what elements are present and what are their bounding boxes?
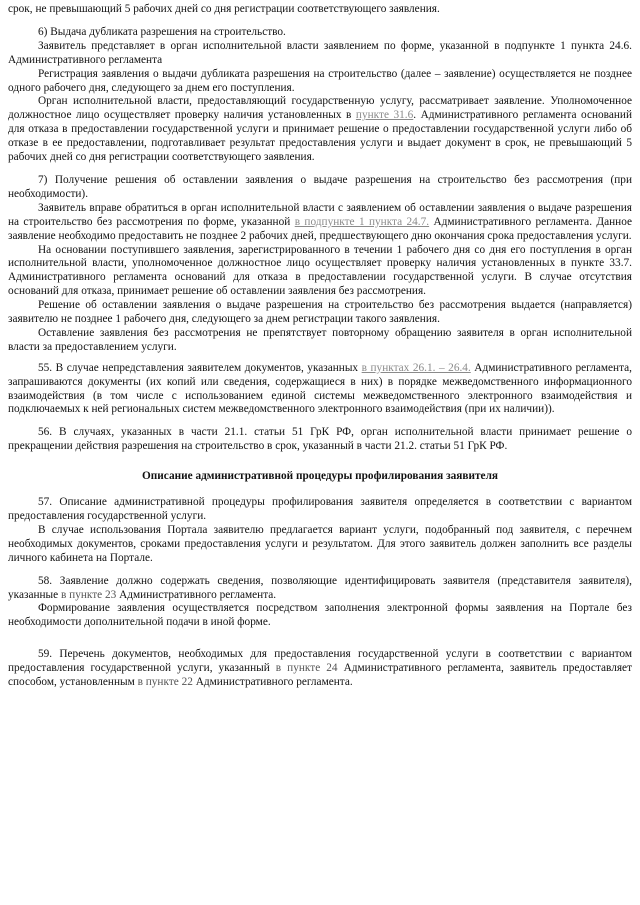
paragraph-text: Орган исполнительной власти, предоставляющий государственную услугу, рассматривает заявление. Уполномоченное должностное лицо осуществляет проверку наличия установленных в [8,95,632,122]
paragraph-text: . Административного регламента оснований для отказа в предоставлении государственной услуги и принимает решение о предоставлении государственной услуги либо об отказе в ее предоставлении, подготавливает результат предоставления услуги и выдает документ в срок, не превышающий 5 рабочих дней со дня регистрации соответствующего заявления. [8,109,633,164]
link-punkt-22[interactable]: в пункте 22 [137,676,193,689]
paragraph-text: Административного регламента, заявитель предоставляет способом, установленным [8,662,632,689]
paragraph-text: 55. В случае непредставления заявителем документов, указанных [38,361,359,374]
paragraph-text: Административного регламента. Данное заявление необходимо предоставить не позднее 2 рабочих дней, предшествующего дню окончания срока предоставления услуги. [8,215,633,242]
paragraph [8,95,632,165]
paragraph: Оставление заявления без рассмотрения не препятствует повторному обращению заявителя в орган исполнительной власти за предоставлением услуги. [8,326,632,353]
paragraph [8,362,632,418]
paragraph [8,202,632,244]
paragraph: Решение об оставлении заявления о выдаче разрешения на строительство без рассмотрения выдается (направляется) заявителю не позднее 1 рабочего дня, следующего за днем регистрации такого заявления. [8,299,632,326]
paragraph-text: 58. Заявление должно содержать сведения, позволяющие идентифицировать заявителя (представителя заявителя), указанные [8,574,632,601]
paragraph-text: Заявитель вправе обратиться в орган исполнительной власти с заявлением об оставлении заявления о выдаче разрешения на строительство без рассмотрения по форме, указанной [8,201,632,228]
paragraph-text: 59. Перечень документов, необходимых для предоставления государственной услуги в соответствии с вариантом предоставления государственной услуги, указанный [8,648,632,675]
section-heading: Описание административной процедуры профилирования заявителя [141,470,499,483]
paragraph: 56. В случаях, указанных в части 21.1. статьи 51 ГрК РФ, орган исполнительной власти принимает решение о прекращении действия разрешения на строительство в срок, указанный в части 21.2. статьи 51 ГрК РФ. [8,426,632,453]
paragraph-text: Административного регламента. [116,588,277,601]
link-punkt-24[interactable]: в пункте 24 [275,662,338,675]
paragraph: Заявитель представляет в орган исполнительной власти заявлением по форме, указанной в подпункте 1 пункта 24.6. Административного регламента [8,39,632,66]
paragraph-text: Административного регламента. [192,676,353,689]
paragraph: срок, не превышающий 5 рабочих дней со дня регистрации соответствующего заявления. [8,3,440,15]
link-podpunkt-24-7[interactable]: в подпункте 1 пункта 24.7. [294,215,430,228]
paragraph: 57. Описание административной процедуры профилирования заявителя определяется в соответствии с вариантом предоставления государственной услуги. [8,496,632,522]
paragraph [8,575,632,603]
paragraph: Формирование заявления осуществляется посредством заполнения электронной формы заявления на Портале без необходимости дополнительной подачи в иной форме. [8,602,632,629]
link-punkt-31-6[interactable]: пункте 31.6 [355,109,414,122]
link-punkt-23[interactable]: в пункте 23 [60,588,117,601]
paragraph: Регистрация заявления о выдачи дубликата разрешения на строительство (далее – заявление) осуществляется не позднее одного рабочего дня, следующего за днем его поступления. [8,67,632,94]
paragraph: На основании поступившего заявления, зарегистрированного в течении 1 рабочего дня со дня его поступления в орган исполнительной власти, уполномоченное должностное лицо осуществляет проверку наличия установленных в пункте 33.7. Административного регламента оснований для отказа в предоставлении государственной услуги. В случае отсутствия оснований для отказа, принимает решение об оставлении заявления без рассмотрения. [8,243,632,298]
paragraph-text: Административного регламента, запрашиваются документы (их копий или сведения, содержащиеся в них) в порядке межведомственного информационного взаимодействия (в том числе с использованием единой системы межведомственного электронного взаимодействия и подключаемых к ней региональных систем межведомственного электронного взаимодействия (при их наличии)). [8,361,632,416]
paragraph: 7) Получение решения об оставлении заявления о выдаче разрешения на строительство без рассмотрения (при необходимости). [8,173,632,200]
link-punkty-26[interactable]: в пунктах 26.1. – 26.4. [361,361,471,374]
paragraph: В случае использования Портала заявителю предлагается вариант услуги, подобранный под заявителя, с перечнем необходимых документов, сроками предоставления услуги и результатом. Для этого заявитель должен заполнить все разделы личного кабинета на Портале. [8,523,632,564]
paragraph: 6) Выдача дубликата разрешения на строительство. [38,25,286,38]
paragraph [8,648,632,690]
